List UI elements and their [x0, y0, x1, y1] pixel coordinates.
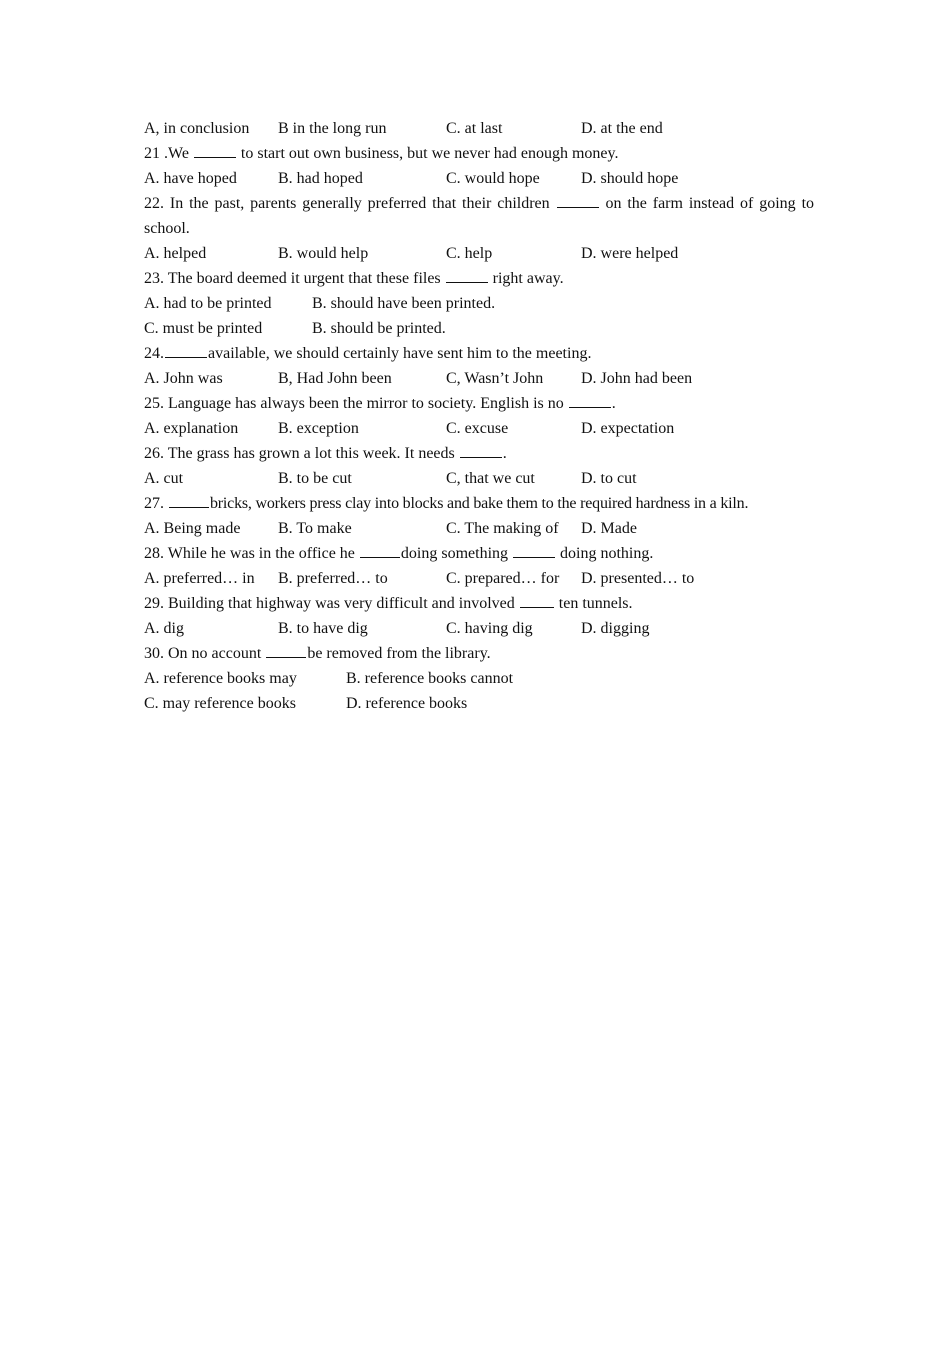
option-d: D. expectation [581, 420, 675, 437]
option-c: C. prepared… for [446, 570, 560, 587]
option-c: C, Wasn’t John [446, 370, 544, 387]
option-c: C. excuse [446, 420, 509, 437]
question-text: bricks, workers press clay into blocks and bake them to the required hardness in a kiln. [210, 495, 749, 512]
option-c: C. must be printed [144, 320, 263, 337]
answer-blank [194, 141, 236, 158]
option-b: B. would help [278, 245, 369, 262]
option-a: A. helped [144, 245, 207, 262]
question-21 [144, 141, 814, 166]
options-row-26 [144, 466, 814, 491]
question-26 [144, 441, 814, 466]
option-b: B. exception [278, 420, 359, 437]
options-row-20 [144, 116, 814, 141]
question-text: 30. On no account [144, 645, 262, 662]
question-24 [144, 341, 814, 366]
question-text: doing nothing. [560, 545, 654, 562]
option-d: D. at the end [581, 120, 663, 137]
question-28 [144, 541, 814, 566]
options-row-22 [144, 241, 814, 266]
answer-blank [513, 541, 555, 558]
question-text: . [611, 395, 616, 412]
option-b: B. had hoped [278, 170, 363, 187]
question-text: to start out own business, but we never had enough money. [240, 145, 619, 162]
answer-blank [460, 441, 502, 458]
option-a: A. John was [144, 370, 223, 387]
answer-blank [266, 641, 306, 658]
option-b: B. should be printed. [312, 320, 446, 337]
option-a: A, in conclusion [144, 120, 250, 137]
question-text: ten tunnels. [558, 595, 633, 612]
question-text: . [502, 445, 507, 462]
question-text: 28. While he was in the office he [144, 545, 355, 562]
options-row-24 [144, 366, 814, 391]
question-text: doing something [400, 545, 509, 562]
options-row-30a [144, 666, 814, 691]
question-30 [144, 641, 814, 666]
options-row-21 [144, 166, 814, 191]
option-a: A. cut [144, 470, 184, 487]
option-c: C. The making of [446, 520, 559, 537]
question-list [144, 116, 814, 716]
option-c: C. would hope [446, 170, 540, 187]
option-c: C. may reference books [144, 695, 296, 712]
option-c: C, that we cut [446, 470, 535, 487]
answer-blank [520, 591, 554, 608]
option-a: A. Being made [144, 520, 241, 537]
question-text: be removed from the library. [307, 645, 491, 662]
option-d: D. should hope [581, 170, 679, 187]
question-27 [144, 491, 814, 516]
options-row-23a [144, 291, 814, 316]
answer-blank [165, 341, 207, 358]
option-b: B in the long run [278, 120, 387, 137]
option-a: A. have hoped [144, 170, 237, 187]
question-text: right away. [492, 270, 564, 287]
options-row-30b [144, 691, 814, 716]
question-text: 22. In the past, parents generally preferred that their children [144, 195, 550, 212]
question-text: 29. Building that highway was very difficult and involved [144, 595, 515, 612]
option-b: B. To make [278, 520, 352, 537]
options-row-27 [144, 516, 814, 541]
option-c: C. at last [446, 120, 503, 137]
question-text: 26. The grass has grown a lot this week. It needs [144, 445, 455, 462]
option-d: D. Made [581, 520, 637, 537]
answer-blank [169, 491, 209, 508]
answer-blank [446, 266, 488, 283]
question-text: 21 .We [144, 145, 189, 162]
question-text: available, we should certainly have sent him to the meeting. [208, 345, 592, 362]
option-c: C. having dig [446, 620, 533, 637]
option-b: B. reference books cannot [346, 670, 514, 687]
option-b: B. should have been printed. [312, 295, 496, 312]
option-c: C. help [446, 245, 493, 262]
option-a: A. preferred… in [144, 570, 255, 587]
option-d: D. digging [581, 620, 650, 637]
options-row-29 [144, 616, 814, 641]
options-row-28 [144, 566, 814, 591]
question-29 [144, 591, 814, 616]
question-text: on the farm instead of going to school. [144, 195, 815, 237]
option-a: A. explanation [144, 420, 239, 437]
answer-blank [557, 191, 599, 208]
option-d: D. John had been [581, 370, 693, 387]
option-b: B. preferred… to [278, 570, 388, 587]
question-25 [144, 391, 814, 416]
option-d: D. presented… to [581, 570, 695, 587]
question-text: 23. The board deemed it urgent that these files [144, 270, 441, 287]
question-23 [144, 266, 814, 291]
options-row-25 [144, 416, 814, 441]
option-b: B. to have dig [278, 620, 368, 637]
option-d: D. reference books [346, 695, 468, 712]
question-text: 24. [144, 345, 164, 362]
option-b: B, Had John been [278, 370, 392, 387]
option-d: D. were helped [581, 245, 679, 262]
option-d: D. to cut [581, 470, 637, 487]
option-a: A. had to be printed [144, 295, 272, 312]
answer-blank [360, 541, 400, 558]
option-b: B. to be cut [278, 470, 352, 487]
option-a: A. dig [144, 620, 184, 637]
option-a: A. reference books may [144, 670, 297, 687]
question-text: 27. [144, 495, 164, 512]
question-text: 25. Language has always been the mirror to society. English is no [144, 395, 564, 412]
question-22 [144, 191, 814, 241]
answer-blank [569, 391, 611, 408]
options-row-23b [144, 316, 814, 341]
